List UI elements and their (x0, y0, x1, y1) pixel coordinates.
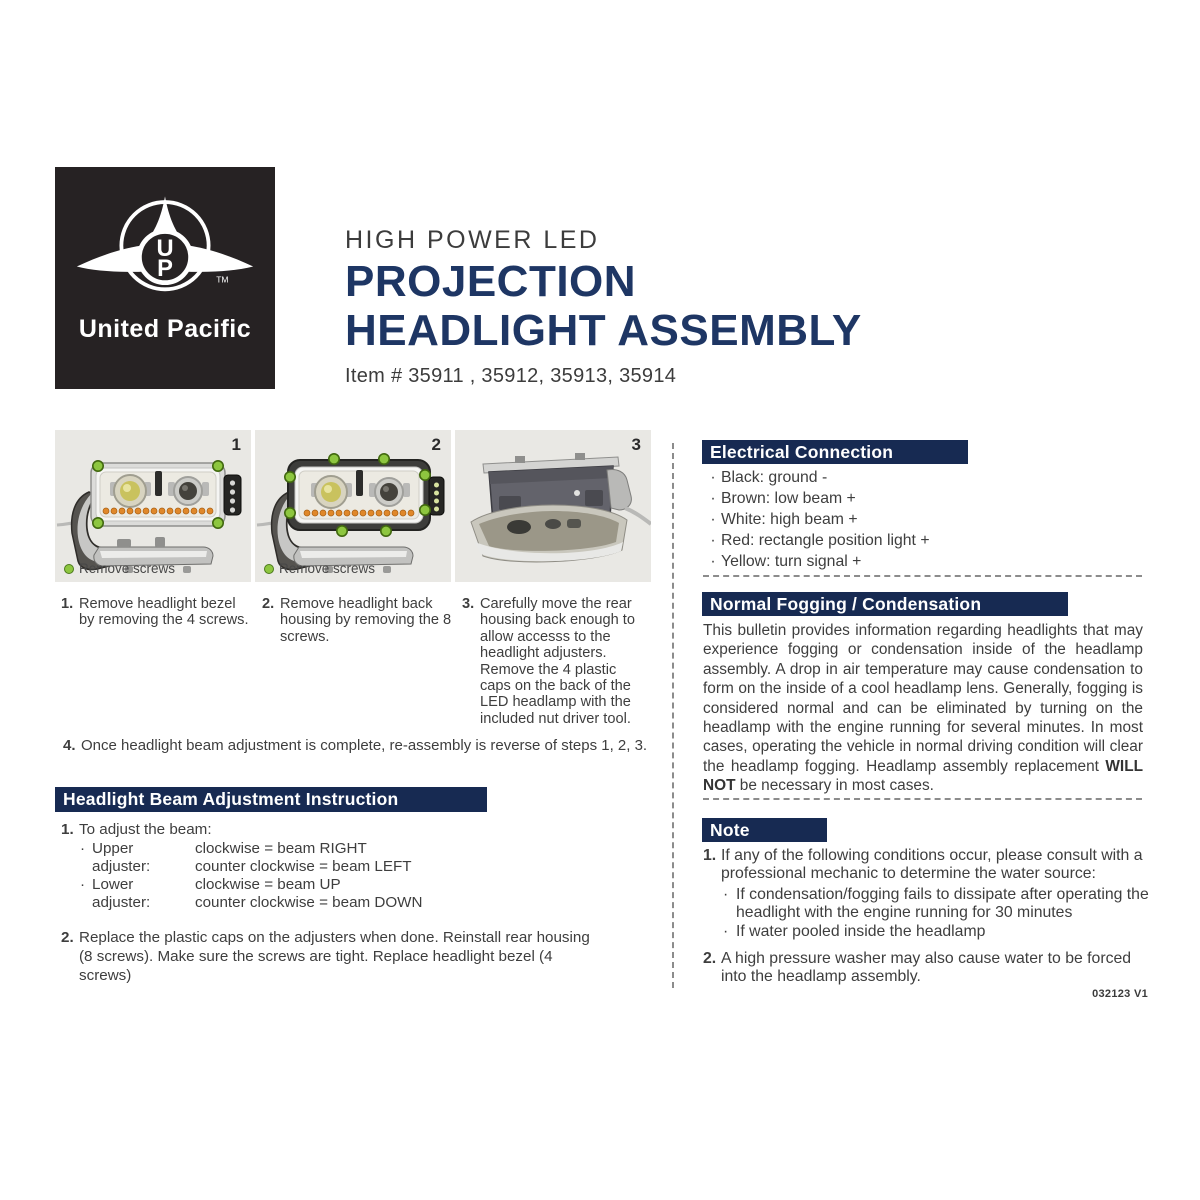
logo-monogram-p: P (157, 256, 173, 283)
fogging-text-start: This bulletin provides information regarding headlights that may experience fogging or condensation inside of the headlamp assembly. A drop in air temperature may cause condensation to form on the inside of a cool headlamp lens. Generally, fogging is considered normal and can be eliminated by turning on the headlamp with the engine running for several minutes. In most cases, operating the vehicle in normal driving condition will clear the headlamp fogging. Headlamp assembly replacement (703, 622, 1143, 775)
dashed-divider-horizontal (703, 575, 1142, 577)
note-item-text: If any of the following conditions occur, please consult with a professional mechanic to determine the water source: (721, 847, 1143, 882)
title-line-projection: PROJECTION (345, 257, 637, 306)
wire-item (705, 551, 930, 572)
note-bullet-text: If water pooled inside the headlamp (736, 923, 986, 941)
screw-marker-icon (64, 564, 74, 574)
note-bullet (723, 886, 1150, 921)
bullet-icon: · (80, 876, 86, 893)
note-bullet (723, 923, 1150, 941)
step-number: 1. (61, 821, 74, 838)
step-text: Remove headlight bezel by removing the 4 screws. (79, 596, 249, 629)
note-bullet-text: If condensation/fogging fails to dissipate after operating the headlight with the engine running for 30 minutes (736, 886, 1149, 921)
dashed-divider-vertical (672, 443, 674, 988)
bullet-icon: · (723, 923, 729, 941)
step-text: Remove headlight back housing by removing the 8 screws. (280, 596, 452, 645)
headlight-photo-step2 (255, 430, 451, 582)
headlight-photo-step3 (455, 430, 651, 582)
wire-item (705, 530, 930, 551)
screw-marker-icon (264, 564, 274, 574)
electrical-section-header: Electrical Connection (702, 440, 968, 464)
beam-step-1 (61, 821, 212, 839)
note-body (703, 847, 1150, 986)
fogging-section-header: Normal Fogging / Condensation (702, 592, 1068, 616)
revision-code: 032123 V1 (1092, 988, 1148, 1000)
figure-number: 3 (631, 435, 641, 454)
fogging-text-end: be necessary in most cases. (735, 777, 934, 795)
bullet-icon: · (710, 511, 716, 528)
united-pacific-logo (55, 167, 275, 389)
headlight-photo-step1 (55, 430, 251, 582)
bullet-icon: · (710, 532, 716, 549)
adjuster-counterclockwise: counter clockwise = beam LEFT (195, 858, 412, 875)
wire-item-text: White: high beam + (721, 511, 858, 528)
title-kicker: HIGH POWER LED (345, 226, 600, 254)
logo-monogram-u: U (156, 236, 174, 263)
bullet-icon: · (723, 886, 729, 903)
step-4 (63, 737, 663, 754)
note-item-1 (703, 847, 1150, 883)
united-pacific-logo-icon (70, 185, 260, 313)
step-number: 2. (61, 929, 74, 946)
wire-item (705, 509, 930, 530)
step-2 (262, 596, 458, 645)
figure-number: 2 (431, 435, 441, 454)
step-text: Carefully move the rear housing back enough to allow accesss to the headlight adjusters. Remove the 4 plastic caps on the back of the LED headlamp with the included nut driver tool. (480, 596, 635, 727)
lower-adjuster-row (80, 876, 422, 912)
adjuster-label: Lower adjuster: (92, 876, 151, 911)
figure-1 (55, 430, 251, 582)
wire-item-text: Brown: low beam + (721, 490, 856, 507)
note-bullet-list (723, 886, 1150, 941)
wire-item-text: Yellow: turn signal + (721, 553, 862, 570)
logo-trademark: TM (216, 274, 229, 285)
title-line-headlight-assembly: HEADLIGHT ASSEMBLY (345, 306, 862, 355)
fogging-text-bold: WILL NOT (703, 757, 1143, 795)
step-1 (61, 596, 253, 629)
wire-item-text: Black: ground - (721, 469, 828, 486)
upper-adjuster-row (80, 840, 412, 876)
adjuster-counterclockwise: counter clockwise = beam DOWN (195, 894, 423, 911)
beam-section-header: Headlight Beam Adjustment Instruction (55, 787, 487, 812)
wire-item-text: Red: rectangle position light + (721, 532, 930, 549)
wire-item (705, 467, 930, 488)
figure-caption (64, 561, 175, 576)
step-number: 2. (262, 596, 275, 612)
figure-caption-text: Remove screws (279, 561, 376, 576)
wire-item (705, 488, 930, 509)
note-section-header: Note (702, 818, 827, 842)
step-3 (462, 596, 646, 727)
step-number: 1. (703, 847, 717, 864)
beam-step-2 (61, 929, 596, 985)
figure-2 (255, 430, 451, 582)
bullet-icon: · (80, 840, 86, 857)
step-text: To adjust the beam: (79, 821, 212, 838)
figure-caption (264, 561, 375, 576)
step-number: 2. (703, 949, 717, 967)
adjuster-clockwise: clockwise = beam UP (195, 876, 341, 893)
bullet-icon: · (710, 553, 716, 570)
step-text: Once headlight beam adjustment is complete, re-assembly is reverse of steps 1, 2, 3. (81, 737, 648, 754)
figure-number: 1 (231, 435, 241, 454)
item-numbers: Item # 35911 , 35912, 35913, 35914 (345, 365, 677, 387)
step-number: 4. (63, 737, 76, 754)
fogging-paragraph (703, 621, 1143, 796)
step-number: 1. (61, 596, 74, 612)
note-item-text: A high pressure washer may also cause water to be forced into the headlamp assembly. (721, 949, 1132, 985)
note-item-2 (703, 950, 1150, 986)
step-text: Replace the plastic caps on the adjusters when done. Reinstall rear housing (8 screws). Make sure the screws are tight. Replace headlight bezel (4 screws) (79, 929, 590, 984)
bullet-icon: · (710, 469, 716, 486)
figure-3 (455, 430, 651, 582)
title-block (345, 224, 862, 388)
figure-caption-text: Remove screws (79, 561, 176, 576)
adjuster-label: Upper adjuster: (92, 840, 151, 875)
adjuster-clockwise: clockwise = beam RIGHT (195, 840, 367, 857)
step-number: 3. (462, 596, 475, 612)
dashed-divider-horizontal (703, 798, 1142, 800)
brand-name: United Pacific (78, 315, 252, 343)
figure-row (55, 430, 651, 582)
bullet-icon: · (710, 490, 716, 507)
electrical-wire-list (705, 467, 930, 572)
